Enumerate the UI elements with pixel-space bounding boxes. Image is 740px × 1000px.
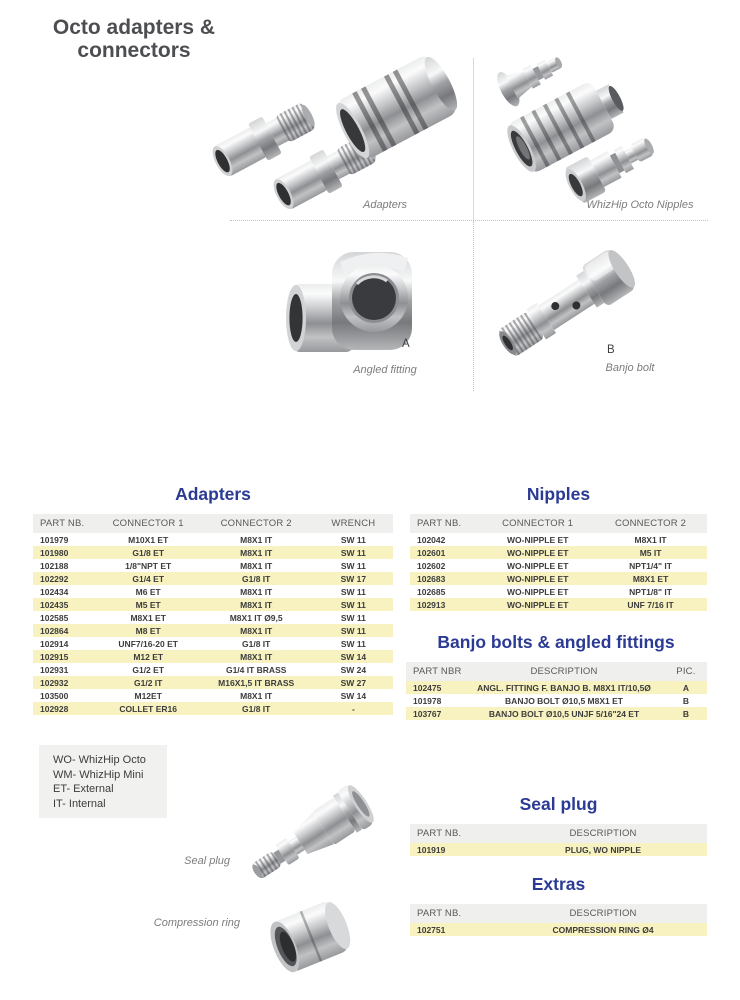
table-cell: WO-NIPPLE ET [507, 560, 569, 571]
nipples-photo [493, 44, 661, 205]
table-cell: M8X1 IT [199, 624, 314, 637]
table-cell: NPT1/4" IT [629, 560, 672, 571]
banjo-bolt-caption: Banjo bolt [605, 362, 655, 374]
column-header: DESCRIPTION [499, 904, 707, 923]
table-cell: 102915 [33, 650, 98, 663]
table-cell: BANJO BOLT Ø10,5 M8X1 ET [505, 695, 623, 706]
angled-fitting-caption: Angled fitting [353, 364, 417, 376]
table-cell: UNF7/16-20 ET [118, 638, 178, 649]
legend-item: ET- External [53, 783, 114, 795]
table-cell: SW 27 [314, 676, 393, 689]
horizontal-divider [230, 220, 708, 221]
table-cell: G1/8 ET [98, 546, 199, 559]
table-cell: COMPRESSION RING Ø4 [499, 923, 707, 936]
table-header-row [410, 824, 707, 843]
table-cell: 103767 [406, 707, 463, 720]
pic-letter-a: A [402, 338, 410, 350]
table-cell: M8X1 IT [240, 534, 273, 545]
table-header-row [410, 514, 707, 533]
table-row [33, 559, 393, 572]
table-cell: WO-NIPPLE ET [507, 586, 569, 597]
column-header: PART NB. [410, 514, 481, 533]
table-cell: SW 14 [340, 690, 367, 701]
legend-item: WO- WhizHip Octo [53, 754, 146, 766]
table-cell: M8X1 IT [240, 586, 273, 597]
column-header: CONNECTOR 2 [199, 514, 314, 533]
table-row [410, 533, 707, 546]
table-cell: WO-NIPPLE ET [507, 534, 569, 545]
table-cell: SW 11 [314, 598, 393, 611]
table-row [33, 676, 393, 689]
table-cell: M8X1 IT [199, 650, 314, 663]
product-photos-bottom [130, 778, 390, 978]
table-row [410, 923, 707, 936]
nipples-section-title: Nipples [526, 484, 591, 504]
table-row [406, 707, 707, 720]
table-row [33, 689, 393, 702]
seal-plug-table [410, 824, 707, 856]
table-row [410, 559, 707, 572]
table-cell: 101978 [413, 695, 442, 706]
table-cell: WO-NIPPLE ET [481, 598, 594, 611]
compression-ring-photo [264, 897, 356, 976]
table-row [33, 611, 393, 624]
table-cell: 102913 [410, 598, 481, 611]
nipples-table [410, 514, 707, 611]
adapters-caption: Adapters [362, 199, 408, 211]
table-header-row [410, 904, 707, 923]
table-cell: 102928 [33, 702, 98, 715]
column-header: CONNECTOR 1 [98, 514, 199, 533]
table-cell: A [665, 681, 707, 694]
table-cell: 102685 [417, 586, 446, 597]
table-cell: SW 11 [314, 624, 393, 637]
table-cell: SW 11 [340, 586, 366, 597]
table-cell: M8X1 IT [199, 546, 314, 559]
table-row [33, 650, 393, 663]
table-cell: G1/2 ET [132, 664, 165, 675]
table-cell: 101980 [33, 546, 98, 559]
table-cell: 102683 [410, 572, 481, 585]
column-header: PART NB. [410, 904, 499, 923]
table-cell: M10X1 ET [128, 534, 169, 545]
column-header: WRENCH [314, 514, 393, 533]
table-cell: COLLET ER16 [98, 702, 199, 715]
column-header: CONNECTOR 1 [481, 514, 594, 533]
table-header-row [406, 662, 707, 681]
table-cell: M8X1 IT [240, 560, 273, 571]
nipples-caption: WhizHip Octo Nipples [586, 199, 694, 211]
table-cell: M12ET [134, 690, 162, 701]
table-cell: M5 ET [98, 598, 199, 611]
table-cell: SW 11 [314, 546, 393, 559]
table-cell: WO-NIPPLE ET [481, 572, 594, 585]
legend-item: WM- WhizHip Mini [53, 768, 144, 781]
table-cell: 102475 [406, 681, 463, 694]
table-cell: 102434 [40, 586, 69, 597]
table-cell: M8X1 IT [634, 534, 667, 545]
compression-ring-caption: Compression ring [153, 917, 240, 929]
pic-letter-b: B [607, 344, 615, 356]
table-row [33, 624, 393, 637]
table-cell: 102751 [410, 923, 499, 936]
table-row [410, 572, 707, 585]
table-row [410, 598, 707, 611]
column-header: DESCRIPTION [499, 824, 707, 843]
table-cell: - [314, 702, 393, 715]
table-cell: 102585 [40, 612, 69, 623]
table-cell: M12 ET [98, 650, 199, 663]
table-cell: 102042 [417, 534, 446, 545]
table-cell: 102932 [33, 676, 98, 689]
table-row [33, 637, 393, 650]
seal-plug-photo [242, 781, 379, 893]
table-cell: BANJO BOLT Ø10,5 UNJF 5/16"24 ET [463, 707, 665, 720]
table-cell: M8X1 IT [199, 598, 314, 611]
column-header: PIC. [665, 662, 707, 681]
adapters-section-title: Adapters [175, 484, 251, 504]
legend-item: IT- Internal [53, 797, 106, 810]
angled-fitting-photo [286, 252, 412, 352]
vertical-divider [473, 58, 474, 220]
table-cell: B [682, 695, 689, 706]
table-cell: 1/8"NPT ET [125, 560, 172, 571]
vertical-divider-dotted [473, 221, 474, 391]
table-cell: SW 14 [314, 650, 393, 663]
table-cell: M16X1,5 IT BRASS [199, 676, 314, 689]
adapters-table [33, 514, 393, 715]
table-cell: 102864 [33, 624, 98, 637]
table-cell: ANGL. FITTING F. BANJO B. M8X1 IT/10,5Ø [463, 681, 665, 694]
column-header: PART NBR [406, 662, 463, 681]
table-row [410, 546, 707, 559]
table-row [33, 546, 393, 559]
table-cell: G1/8 IT [199, 702, 314, 715]
table-cell: M8X1 ET [594, 572, 707, 585]
table-cell: M8 ET [98, 624, 199, 637]
table-cell: 102188 [40, 560, 69, 571]
table-cell: G1/4 ET [98, 572, 199, 585]
adapters-photo [206, 50, 464, 216]
extras-table [410, 904, 707, 936]
table-cell: 101979 [40, 534, 69, 545]
table-row [33, 572, 393, 585]
table-cell: 102435 [33, 598, 98, 611]
table-cell: G1/8 IT [199, 572, 314, 585]
table-row [33, 533, 393, 546]
seal-plug-caption: Seal plug [184, 855, 230, 867]
page-title: Octo adapters & connectors [52, 16, 216, 62]
table-row [410, 585, 707, 598]
table-cell: SW 24 [340, 664, 367, 675]
column-header: PART NB. [33, 514, 98, 533]
table-cell: SW 17 [314, 572, 393, 585]
table-row [33, 585, 393, 598]
extras-section-title: Extras [531, 874, 586, 894]
table-cell: G1/8 IT [242, 638, 271, 649]
banjo-section-title: Banjo bolts & angled fittings [437, 632, 675, 652]
table-cell: WO-NIPPLE ET [481, 546, 594, 559]
table-cell: SW 11 [340, 638, 366, 649]
table-cell: M8X1 ET [130, 612, 166, 623]
table-cell: G1/2 IT [98, 676, 199, 689]
banjo-bolt-photo [490, 245, 640, 366]
seal-plug-section-title: Seal plug [519, 794, 598, 814]
table-row [33, 702, 393, 715]
table-cell: 102602 [417, 560, 446, 571]
table-cell: SW 11 [340, 560, 366, 571]
table-cell: M6 ET [135, 586, 161, 597]
table-cell: PLUG, WO NIPPLE [499, 843, 707, 856]
table-cell: SW 11 [340, 612, 366, 623]
table-cell: G1/4 IT BRASS [225, 664, 287, 675]
column-header: PART NB. [410, 824, 499, 843]
table-cell: 102601 [410, 546, 481, 559]
table-row [410, 843, 707, 856]
table-cell: 102931 [40, 664, 69, 675]
table-cell: SW 11 [340, 534, 366, 545]
table-cell: 102292 [33, 572, 98, 585]
table-cell: NPT1/8" IT [629, 586, 672, 597]
table-row [33, 663, 393, 676]
table-row [33, 598, 393, 611]
table-cell: M5 IT [594, 546, 707, 559]
table-header-row [33, 514, 393, 533]
table-cell: M8X1 IT [240, 690, 273, 701]
column-header: CONNECTOR 2 [594, 514, 707, 533]
table-cell: B [665, 707, 707, 720]
table-cell: UNF 7/16 IT [594, 598, 707, 611]
table-cell: 103500 [40, 690, 69, 701]
table-cell: 101919 [410, 843, 499, 856]
table-row [406, 694, 707, 707]
table-cell: 102914 [40, 638, 69, 649]
table-row [406, 681, 707, 694]
table-cell: M8X1 IT Ø9,5 [229, 612, 283, 623]
banjo-table [406, 662, 707, 720]
column-header: DESCRIPTION [463, 662, 665, 681]
